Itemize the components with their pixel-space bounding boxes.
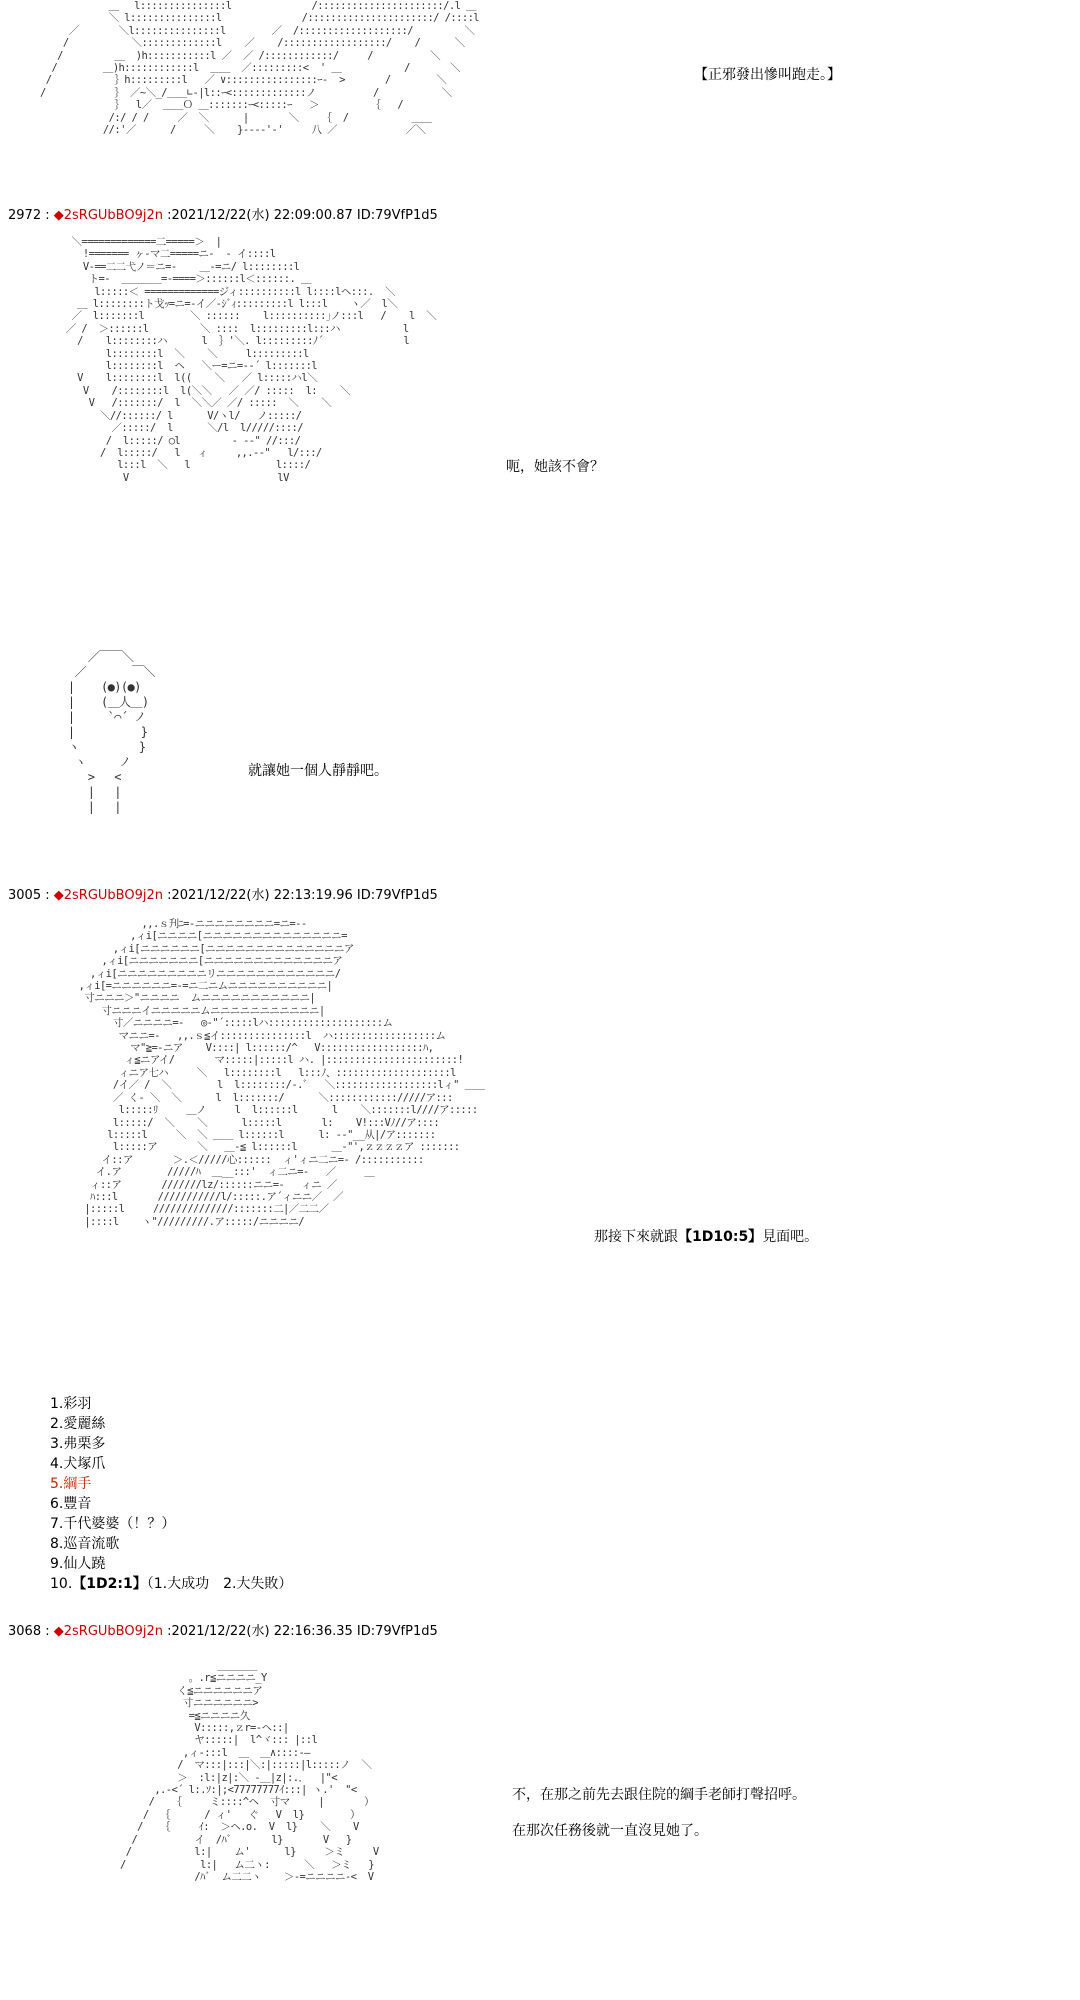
post-meta: :2021/12/22(水) 22:16:36.35 ID:79VfP1d5 xyxy=(162,1624,438,1639)
choice-list xyxy=(50,1394,292,1594)
choice-10-prefix: 10. xyxy=(50,1576,73,1592)
post-number: 2972 : xyxy=(8,208,50,223)
choice-item: 7.千代婆婆（！？） xyxy=(50,1516,176,1532)
choice-item: 4.犬塚爪 xyxy=(50,1456,106,1472)
choice-10-roll: 【1D2:1】 xyxy=(72,1576,147,1592)
dialogue-line-4-suffix: 見面吧。 xyxy=(762,1229,819,1245)
dialogue-line-6: 在那次任務後就一直沒見她了。 xyxy=(512,1823,708,1839)
dialogue-line-4-prefix: 那接下來就跟 xyxy=(594,1229,678,1245)
dialogue-line-4 xyxy=(594,1228,818,1246)
choice-item: 2.愛麗絲 xyxy=(50,1416,106,1432)
post-header-2972 xyxy=(8,208,438,224)
dice-roll-result: 【1D10:5】 xyxy=(678,1229,763,1245)
choice-item: 8.巡音流歌 xyxy=(50,1536,120,1552)
post-header-3068 xyxy=(8,1624,438,1640)
ascii-art-yaruo: ／￣￣＼ ／ ￣＼ | (●)(●) | (＿人＿) | `⌒´ ノ | } ヽ } ヽ ノ > < | | | | xyxy=(67,650,156,814)
choice-item: 9.仙人蹺 xyxy=(50,1556,106,1572)
post-number: 3068 : xyxy=(8,1624,50,1639)
post-header-3005 xyxy=(8,888,438,904)
post-meta: :2021/12/22(水) 22:09:00.87 ID:79VfP1d5 xyxy=(162,208,438,223)
dialogue-line-5: 不，在那之前先去跟住院的綱手老師打聲招呼。 xyxy=(512,1787,806,1803)
choice-item: 3.弗栗多 xyxy=(50,1436,106,1452)
choice-item: 6.豐音 xyxy=(50,1496,92,1512)
ascii-art-character-1: ＼=============二=====＞ | !======= ヶ-マ二=====ニ‐ - イ::::l V-==二二弋ノ＝ニ=- ＿-=ニ/ l::::::::l ト=- ＿＿＿＿=-====＞::::::l＜::::::. ＿ l:::::＜ =============ジィ::::::::::l l::::lヘ:::. ＼ ＿ l::::::::ト戈ｯ=ニ=-イ／-ｼﾞｨ:::::::::l l:::l ヽ／ l＼ ／ l:::::::l ＼ :::::: l::::::::::｣ノ:::l / l ＼ ／ / ＞::::::l ＼ :::: l:::::::::l:::ハ l / l::::::::ハ l ｝'＼. l:::::::::ﾉ´ l l::::::::l ＼ ＼ l:::::::::l l::::::::l ヘ ＼ー=ニ=-‐´ l:::::::l V l::::::::l l(( ＼ ／ l:::::ハl＼ V /::::::::l l(＼＼ ／ ／/ ::::: l: ＼ V /:::::::/ l ＼＼／ ／/ ::::: ＼ ＼ ＼//::::::/ l V/ヽl/ ノ:::::/ ／:::::/ l ＼/l l/////::::/ / l:::::/ ○l ‐ -‐" //:::/ / l:::::/ l ィ ,,.-‐" l/:::/ l:::l ＼ l l::::/ V lV xyxy=(65,236,437,484)
ascii-art-character-2: ,,.ｓ刋ﾆ=‐ニニニニニニニニ=ニ=-‐ ,ィi[ニニニニ[ニニニニニニニニニニニニニニ= ,ィi[ニニニニニニ[ニニニニニニニニニニニニニニア ,ィi[ニニニニニニニ[ニニニニニニニニニニニニニア ,ィi[ニニニニニニニニニリニニニニニニニニニニニニ/ ,ィi[=ニニニニニニ=-=ニ二ニムニニニニニニニニニニ| 寸ニニニ＞"ニニニニ ムニニニニニニニニニニニ| 寸ニニニイニニニニニムニニニニニニニニニニニ| 寸／ニニニニ=- ◎-"´:::::lハ::::::::::::::::::::ム マニニ=- ,,.ｓ≦イ:::::::::::::::l ハ::::::::::::::::::ム マ"≧=-ニア V::::| l::::::/^ V::::::::::::::::::ﾊ, ィ≦ニアイ/ マ:::::|:::::l ハ. |:::::::::::::::::::::::! ィニア七ハ ＼ l::::::::l l:::ﾉ、::::::::::::::::::::l /イ／ / ＼ l l::::::::/-.ﾞ ＼::::::::::::::::::lィ" ＿＿ ／ く- ＼ ＼ l l:::::::/ ＼:::::::::::://///ア::: l:::::ﾘ ＿ノ l l::::::l l ＼:::::::l////ア::::: l:::::/ ＼ ＼ l:::::l l: V!:::Vﾉ//ア:::: l:::::l ＼ ＼ ＿＿ l::::::l l: -‐"__从|/ア::::::: l:::::ア ＼ ＿‐≦ l::::::l ＿‐"',ｚｚｚｚア ::::::: イ::ア ＞.＜/////心:::::: ィ'ィニ二ニ=‐ /::::::::::: イ.ア /////ﾊ ＿__:::' ィ二ニ=- ／ ＿ ィ::ア ///////lz/::::::ニニ=- ィニ ／ ﾊ:::l ///////////l/:::::.ア´ィニニ／ ／ |:::::l //////////////:::::::二|／二二／ |::::l ヽ"/////////.ア:::::/ニニニニ/ xyxy=(78,918,485,1228)
ascii-art-fleeing: ＿ l:::::::::::::::l /::::::::::::::::::::::/.l ＿ ＼ l:::::::::::::::l /::::::::::::::::::::::/ /::::l ／ ＼l:::::::::::::::l ／ /:::::::::::::::::::/ ＼ / ＼:::::::::::::l ／ /::::::::::::::::::/ / ＼ / ＿ )h:::::::::::l ／ ／ /::::::::::::/ / ＼ / ＿)h::::::::::::l ＿＿ ／:::::::::< ' ＿ / ＼ / ｝h:::::::::l ／ ∨::::::::::::::::ｰ- > / ＼ / ｝ ／~＼_/＿＿∟-|l::ｰ<:::::::::::::ノ / ＼ ｝ l／ ＿＿Ｏ ＿:::::::ｰ<:::::ｰ ＞ ｛ / /:/ / / ／ ＼ | ＼ ｛ / ＿＿ //:'／ / ＼ }----'‐' 八 ／ ／＼ xyxy=(40,0,480,137)
post-meta: :2021/12/22(水) 22:13:19.96 ID:79VfP1d5 xyxy=(162,888,438,903)
choice-10-suffix: （1.大成功 2.大失敗） xyxy=(146,1576,293,1592)
ascii-art-character-3: ＿＿＿＿ 。.r≦ニニニニ_Y く≦ニニニニニニア 寸ニニニニニニ> =≦ニニニニ久 V:::::,ｚr=-ヘ::| ヤ:::::| l^ヾ::: |::l ,ィ-:::l ＿ ＿∧::::-― / マ:::|:::|＼:|:::::|l:::::ノ ＼ ＞ :l:|z|:＼ ‐＿|z|:.． |"< ,.‐<´ l:.ｿ:|;<77777777ｲ:::| ヽ.' "< / ｛ ミ::::^ヘ 寸マ | ） / ｛ / ィ' ぐ V l} ） / ｛ ｲ: ＞ヘ.o. V l} ＼ V / イ /ﾊﾞ l} V } / l:| ム' l} ＞ミ V / l:| ム二ヽ: ＼ ＞ミ } /ﾊﾞ ム二二ヽ ＞-=ニニニニ-< V xyxy=(120,1660,379,1883)
choice-item-10 xyxy=(50,1574,292,1594)
author-diamond-icon: ◆ xyxy=(53,208,64,223)
author-diamond-icon: ◆ xyxy=(53,1624,64,1639)
dialogue-line-1: 【正邪發出慘叫跑走。】 xyxy=(694,67,841,83)
author-trip[interactable]: 2sRGUbBO9j2n xyxy=(63,888,163,903)
post-number: 3005 : xyxy=(8,888,50,903)
author-trip[interactable]: 2sRGUbBO9j2n xyxy=(63,208,163,223)
author-diamond-icon: ◆ xyxy=(53,888,64,903)
choice-item: 1.彩羽 xyxy=(50,1396,92,1412)
dialogue-line-2: 呃，她該不會？ xyxy=(506,459,604,475)
dialogue-line-3: 就讓她一個人靜靜吧。 xyxy=(248,763,388,779)
choice-item-selected: 5.綱手 xyxy=(50,1476,92,1492)
author-trip[interactable]: 2sRGUbBO9j2n xyxy=(63,1624,163,1639)
